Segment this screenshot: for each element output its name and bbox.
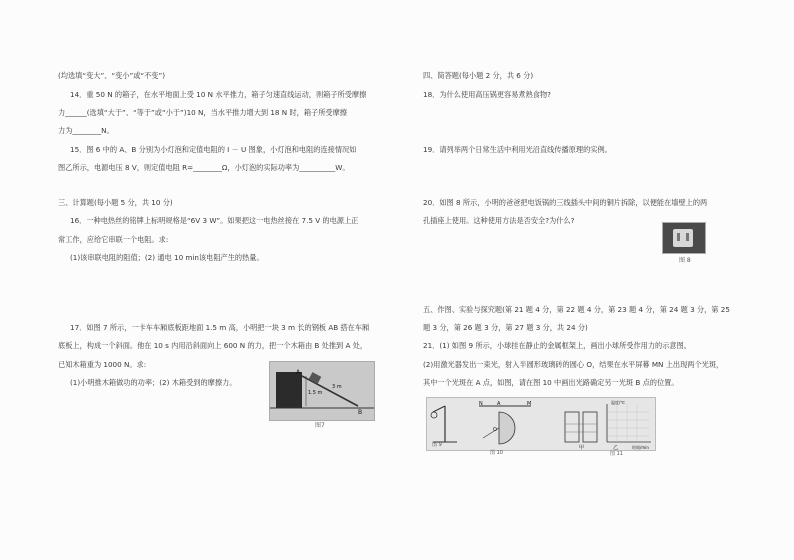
fig11-beaker-2 xyxy=(583,412,597,442)
fig11-ylabel: 温度/℃ xyxy=(611,400,625,405)
q20-line1: 20．如图 8 所示，小明的爸爸把电饭锅的三线插头中间的铜片拆除，以便能在墙壁上的两 xyxy=(423,198,708,207)
q16-line2: 常工作，应给它串联一个电阻。求: xyxy=(58,235,169,244)
figures-9-10-11-drawing xyxy=(427,398,655,450)
fig11-beaker-1 xyxy=(565,412,579,442)
q15-line2: 图乙所示，电源电压 8 V，则定值电阻 R=________Ω，小灯泡的实际功率为__________W。 xyxy=(58,163,350,172)
fig9-arm xyxy=(433,406,445,412)
figure-8-caption: 图 8 xyxy=(679,257,691,264)
section-5-title-line2: 题 3 分，第 26 题 3 分，第 27 题 3 分，共 24 分) xyxy=(423,323,588,332)
wooden-box xyxy=(309,372,322,384)
q18: 18．为什么使用高压锅更容易煮熟食物? xyxy=(423,90,551,99)
q14-line3: 力为________N。 xyxy=(58,126,114,135)
figure-8-drawing xyxy=(663,223,705,253)
fig11-label-jia: 甲 xyxy=(579,445,585,450)
q21-line3: 其中一个光斑在 A 点，如图，请在图 10 中画出光路确定另一光斑 B 点的位置。 xyxy=(423,378,679,387)
fig11-xlabel: 时间/min xyxy=(632,445,649,450)
figure-10-caption: 图 10 xyxy=(490,450,503,456)
plug-shape xyxy=(673,229,693,247)
figure-7-drawing xyxy=(270,362,374,420)
label-length: 3 m xyxy=(332,384,342,390)
q15-line1: 15．图 6 中的 A、B 分别为小灯泡和定值电阻的 I － U 图象，小灯泡和电阻的连接情况如 xyxy=(70,145,357,154)
q17-line4: (1)小明推木箱做功的功率；(2) 木箱受到的摩擦力。 xyxy=(70,378,237,387)
fig10-label-m: M xyxy=(527,401,532,407)
q17-line3: 已知木箱重为 1000 N。求: xyxy=(58,360,147,369)
q17-line1: 17．如图 7 所示，一卡车车厢底板距地面 1.5 m 高，小明把一块 3 m 长的钢板 AB 搭在车厢 xyxy=(70,323,370,332)
q16-line3: (1)该串联电阻的阻值；(2) 通电 10 min该电阻产生的热量。 xyxy=(70,253,264,262)
figure-11-caption: 图 11 xyxy=(610,451,623,457)
fig10-label-n: N xyxy=(479,401,483,407)
label-height: 1.5 m xyxy=(308,390,323,396)
fig11-label-yi: 乙 xyxy=(613,445,619,450)
q21-line2: (2)用激光器发出一束光，射入半圆形玻璃砖的圆心 O，结果在水平屏幕 MN 上出现两个光斑， xyxy=(423,360,724,369)
figure-7 xyxy=(269,361,375,421)
q14-line2: 力______(选填“大于”、“等于”或“小于”)10 N，当水平推力增大到 18 N 时，箱子所受摩擦 xyxy=(58,108,347,117)
fig10-semicircle xyxy=(499,412,515,444)
truck-bed-block xyxy=(276,372,302,408)
figure-7-caption: 图7 xyxy=(315,422,325,429)
q17-line2: 底板上，构成一个斜面。他在 10 s 内用沿斜面向上 600 N 的力，把一个木箱由 B 处推到 A 处， xyxy=(58,341,368,350)
q14-line1: 14．重 50 N 的箱子，在水平地面上受 10 N 水平推力，箱子匀速直线运动，则箱子所受摩擦 xyxy=(70,90,367,99)
fig10-label-o: O xyxy=(493,427,497,433)
figure-9-caption: 图 9 xyxy=(432,442,442,448)
figures-9-10-11 xyxy=(426,397,656,451)
label-b: B xyxy=(358,409,363,416)
section-3-title: 三、计算题(每小题 5 分，共 10 分) xyxy=(58,198,173,207)
q13-tail: (均选填“变大”、“变小”或“不变”) xyxy=(58,71,166,80)
figure-8-photo xyxy=(662,222,706,254)
q16-line1: 16．一种电热丝的铭牌上标明规格是“6V 3 W”。如果把这一电热丝接在 7.5 V 的电源上正 xyxy=(70,216,359,225)
fig9-ball xyxy=(431,412,437,418)
section-4-title: 四、简答题(每小题 2 分，共 6 分) xyxy=(423,71,534,80)
q20-line2: 孔插座上使用。这种使用方法是否安全?为什么? xyxy=(423,216,575,225)
fig10-label-a: A xyxy=(497,401,501,407)
section-5-title-line1: 五、作图、实验与探究题(第 21 题 4 分，第 22 题 4 分，第 23 题 4 分，第 24 题 3 分，第 25 xyxy=(423,305,730,314)
q19: 19．请列举两个日常生活中利用光沿直线传播原理的实例。 xyxy=(423,145,612,154)
q21-line1: 21．(1) 如图 9 所示，小球挂在静止的金属框架上，画出小球所受作用力的示意图。 xyxy=(423,341,691,350)
label-a: A xyxy=(296,369,301,376)
